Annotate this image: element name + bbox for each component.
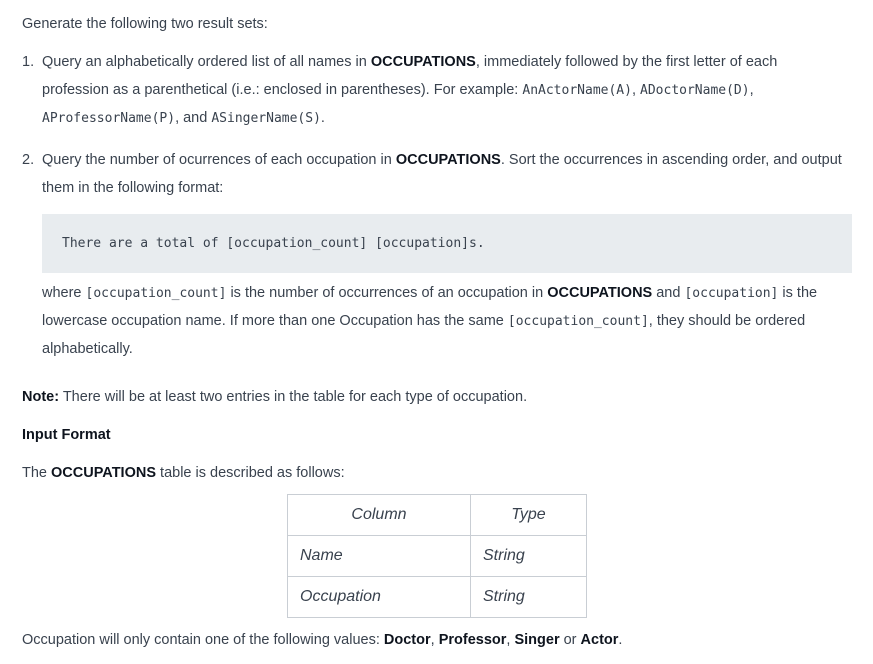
table-row (288, 536, 587, 577)
value-actor: Actor (580, 632, 619, 648)
separator: or (559, 632, 581, 648)
separator: , (506, 632, 515, 648)
item-1-text-cont: , immediately followed by the first letter of each (475, 54, 778, 70)
cell-type: String (471, 536, 587, 577)
item-2-text-cont: . Sort the occurrences in ascending order, and output (500, 152, 842, 168)
cell-column-name: Name (288, 536, 471, 577)
where-line-1 (42, 283, 817, 304)
where-table-name: OCCUPATIONS (547, 285, 653, 301)
input-format-desc (22, 463, 345, 483)
where-text: where (42, 285, 86, 301)
item-1-number: 1. (22, 54, 35, 70)
occupation-count-code: [occupation_count] (85, 286, 227, 301)
value-professor: Professor (438, 632, 507, 648)
where-text: and (652, 285, 685, 301)
item-1-text: Query an alphabetically ordered list of all names in (42, 54, 371, 70)
item-2-table-name: OCCUPATIONS (395, 152, 501, 168)
occupation-code: [occupation] (684, 286, 779, 301)
item-1-line-1 (22, 52, 777, 72)
desc-text: The (22, 465, 52, 481)
note-label: Note: (22, 389, 60, 405)
where-text: lowercase occupation name. If more than one Occupation has the same (42, 313, 508, 329)
occupations-schema-table (287, 494, 587, 618)
cell-column-name: Occupation (288, 577, 471, 618)
separator: , (749, 82, 754, 98)
where-line-3: alphabetically. (42, 341, 133, 357)
where-text: is the number of occurrences of an occupation in (226, 285, 548, 301)
table-header-row (288, 495, 587, 536)
example-actor: AnActorName(A) (522, 83, 632, 98)
cell-type: String (471, 577, 587, 618)
value-doctor: Doctor (383, 632, 431, 648)
example-professor: AProfessorName(P) (42, 111, 176, 126)
header-column: Column (288, 495, 471, 536)
input-format-heading (22, 425, 111, 445)
item-1-line-2 (42, 80, 754, 101)
where-line-2 (42, 311, 805, 332)
item-2-line-2: them in the following format: (42, 180, 224, 196)
period: . (320, 110, 325, 126)
item-1-example-intro: profession as a parenthetical (i.e.: enclosed in parentheses). For example: (42, 82, 523, 98)
desc-text: table is described as follows: (156, 465, 345, 481)
table-row (288, 577, 587, 618)
separator: , (430, 632, 439, 648)
period: . (618, 632, 623, 648)
note-text: There will be at least two entries in the table for each type of occupation. (59, 389, 528, 405)
values-text: Occupation will only contain one of the following values: (22, 632, 384, 648)
format-code: There are a total of [occupation_count] [occupation]s. (62, 236, 485, 251)
desc-table-name: OCCUPATIONS (51, 465, 157, 481)
note (22, 387, 527, 407)
separator: , and (175, 110, 212, 126)
format-code-block (42, 214, 852, 273)
item-1-table-name: OCCUPATIONS (370, 54, 476, 70)
example-doctor: ADoctorName(D) (640, 83, 750, 98)
occupation-values (22, 630, 622, 650)
item-2-text: Query the number of ocurrences of each occupation in (42, 152, 396, 168)
value-singer: Singer (514, 632, 560, 648)
where-text: is the (778, 285, 818, 301)
where-text: , they should be ordered (648, 313, 806, 329)
item-2-line-1 (22, 150, 842, 170)
header-type: Type (471, 495, 587, 536)
item-2-number: 2. (22, 152, 35, 168)
item-1-line-3 (42, 108, 325, 129)
separator: , (631, 82, 641, 98)
intro-text: Generate the following two result sets: (22, 16, 268, 32)
occupation-count-code-2: [occupation_count] (507, 314, 649, 329)
example-singer: ASingerName(S) (211, 111, 321, 126)
input-format-title: Input Format (22, 427, 111, 443)
